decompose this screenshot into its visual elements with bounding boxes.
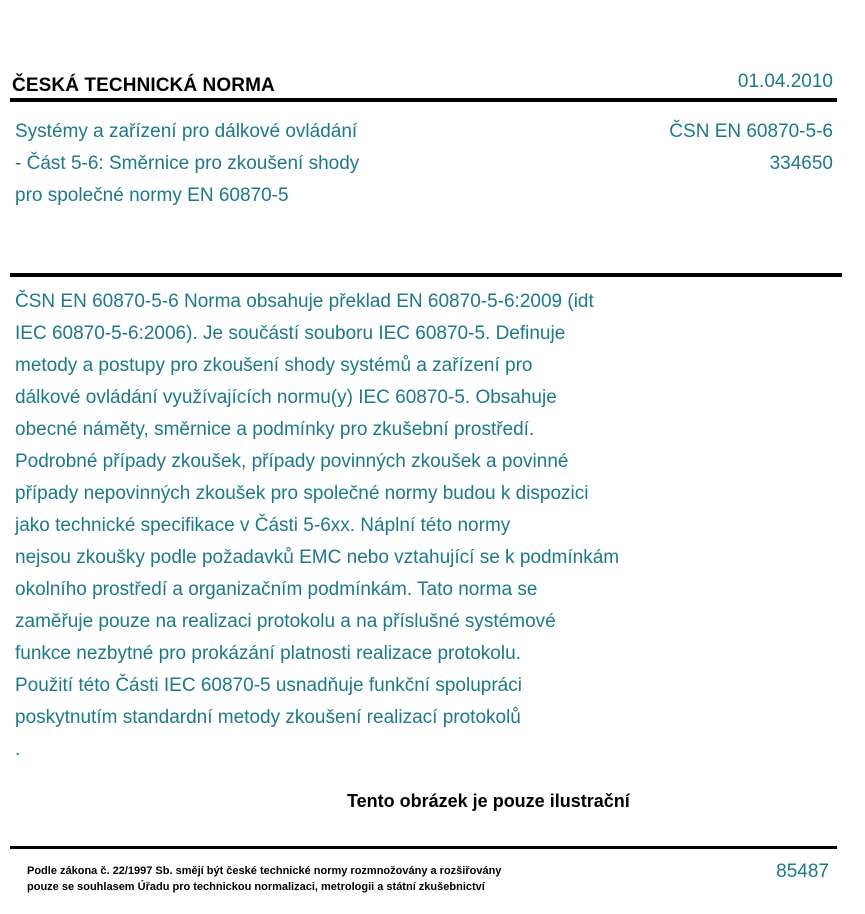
abstract-line: IEC 60870-5-6:2006). Je součástí souboru IEC 60870-5. Definuje: [15, 323, 566, 344]
abstract-line: obecné náměty, směrnice a podmínky pro zkušební prostředí.: [15, 419, 535, 440]
abstract-line: metody a postupy pro zkoušení shody systémů a zařízení pro: [15, 355, 533, 376]
header-title: ČESKÁ TECHNICKÁ NORMA: [12, 75, 275, 96]
header-divider: [10, 98, 837, 102]
legal-notice: [27, 863, 501, 895]
class-number: 334650: [769, 153, 833, 174]
legal-notice-line: pouze se souhlasem Úřadu pro technickou normalizaci, metrologii a státní zkušebnictví: [27, 881, 485, 893]
abstract-line: .: [15, 739, 21, 760]
abstract-line: funkce nezbytné pro prokázání platnosti realizace protokolu.: [15, 643, 521, 664]
abstract: [15, 286, 735, 766]
abstract-line: nejsou zkoušky podle požadavků EMC nebo vztahující se k podmínkám: [15, 547, 620, 568]
abstract-line: okolního prostředí a organizačním podmínkám. Tato norma se: [15, 579, 538, 600]
abstract-line: poskytnutím standardní metody zkoušení realizací protokolů: [15, 707, 521, 728]
abstract-line: ČSN EN 60870-5-6 Norma obsahuje překlad EN 60870-5-6:2009 (idt: [15, 291, 594, 312]
document-title-line: - Část 5-6: Směrnice pro zkoušení shody: [15, 153, 360, 174]
section-divider: [10, 273, 842, 277]
footer-divider: [10, 846, 837, 849]
issue-date: 01.04.2010: [737, 71, 833, 92]
abstract-line: jako technické specifikace v Části 5-6xx. Náplní této normy: [15, 515, 511, 536]
standard-code: ČSN EN 60870-5-6: [669, 121, 833, 142]
abstract-line: případy nepovinných zkoušek pro společné normy budou k dispozici: [15, 483, 589, 504]
document-codes: [669, 116, 833, 180]
abstract-line: dálkové ovládání využívajících normu(y) IEC 60870-5. Obsahuje: [15, 387, 557, 408]
abstract-line: Podrobné případy zkoušek, případy povinných zkoušek a povinné: [15, 451, 569, 472]
abstract-line: zaměřuje pouze na realizaci protokolu a na příslušné systémové: [15, 611, 556, 632]
abstract-line: Použití této Části IEC 60870-5 usnadňuje funkční spolupráci: [15, 675, 522, 696]
catalog-number: 85487: [776, 861, 829, 882]
document-title-line: Systémy a zařízení pro dálkové ovládání: [15, 121, 358, 142]
legal-notice-line: Podle zákona č. 22/1997 Sb. smějí být české technické normy rozmnožovány a rozšiřovány: [27, 865, 502, 877]
document-title: [15, 116, 435, 212]
document-title-line: pro společné normy EN 60870-5: [15, 185, 289, 206]
illustration-note: Tento obrázek je pouze ilustrační: [347, 791, 630, 811]
